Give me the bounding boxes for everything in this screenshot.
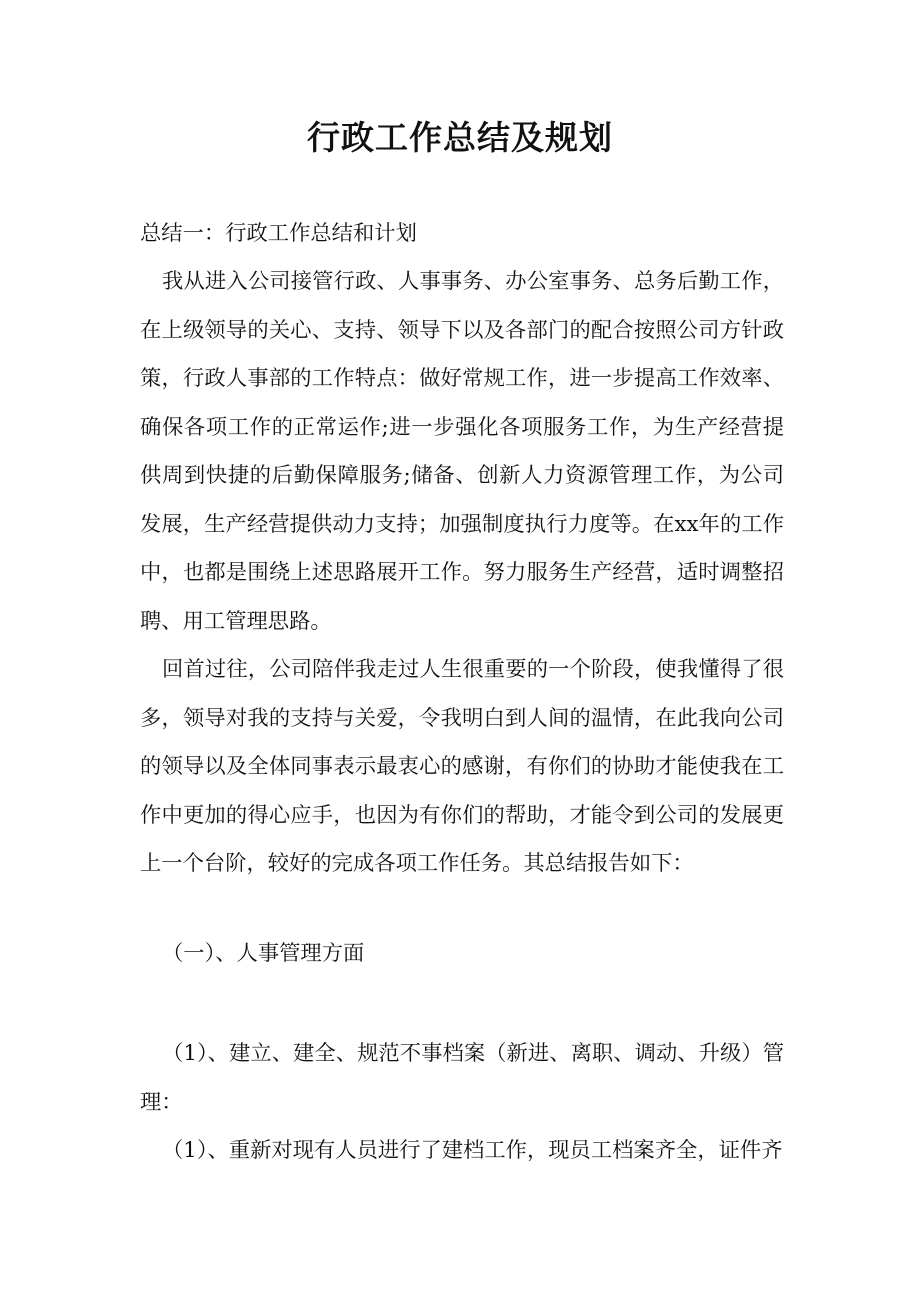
list-item-archive-rebuild: （1）、重新对现有人员进行了建档工作，现员工档案齐全，证件齐 bbox=[162, 1138, 783, 1163]
summary-subheading: 总结一：行政工作总结和计划 bbox=[140, 221, 417, 246]
paragraph-reflection: 回首过往，公司陪伴我走过人生很重要的一个阶段，使我懂得了很多，领导对我的支持与关爱，令我明白到人间的温情，在此我向公司的领导以及全体同事表示最衷心的感谢，有你们的协助才能使我在工作中更加的得心应手，也因为有你们的帮助，才能令到公司的发展更上一个台阶，较好的完成各项工作任务。其总结报告如下： bbox=[140, 657, 784, 876]
section-heading-personnel: （一）、人事管理方面 bbox=[162, 941, 365, 966]
paragraph-intro: 我从进入公司接管行政、人事事务、办公室事务、总务后勤工作，在上级领导的关心、支持、领导下以及各部门的配合按照公司方针政策，行政人事部的工作特点：做好常规工作，进一步提高工作效率、确保各项工作的正常运作;进一步强化各项服务工作，为生产经营提供周到快捷的后勤保障服务;储备、创新人力资源管理工作，为公司发展，生产经营提供动力支持；加强制度执行力度等。在xx年的工作中，也都是围绕上述思路展开工作。努力服务生产经营，适时调整招聘、用工管理思路。 bbox=[140, 269, 784, 634]
document-title: 行政工作总结及规划 bbox=[307, 118, 613, 157]
list-item-archive-management: （1）、建立、建全、规范不事档案（新进、离职、调动、升级）管理： bbox=[140, 1041, 784, 1115]
